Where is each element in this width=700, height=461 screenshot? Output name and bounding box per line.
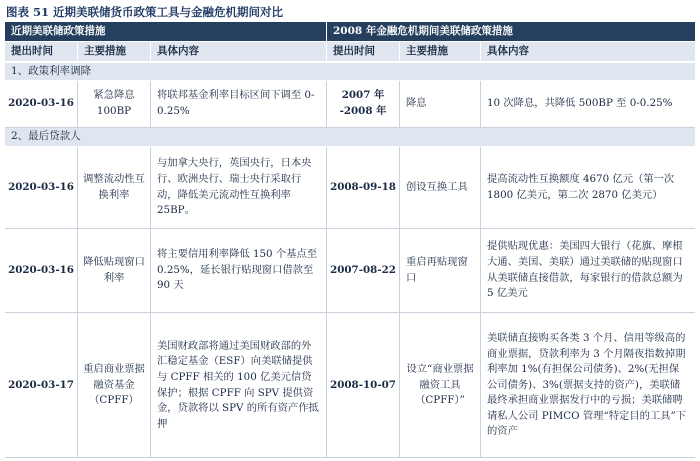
row1-crisis-date: 2007 年 -2008 年 bbox=[339, 89, 387, 117]
row3-crisis-content: 提供贴现优惠：美国四大银行（花旗、摩根大通、美国、美联）通过美联储的贴现窗口从美联储直接借款，每家银行的借款总额为 5 亿美元 bbox=[487, 240, 683, 300]
col-header-crisis-measure: 主要措施 bbox=[400, 42, 480, 61]
row3-recent-measure: 降低贴现窗口利率 bbox=[83, 255, 145, 284]
col-header-recent-measure: 主要措施 bbox=[78, 42, 150, 61]
row3-crisis-date: 2007-08-22 bbox=[330, 263, 396, 276]
section-header: 1、政策利率调降 bbox=[5, 63, 695, 80]
crisis-group-header: 2008 年金融危机期间美联储政策措施 bbox=[327, 22, 695, 41]
row3-recent-date: 2020-03-16 bbox=[8, 263, 74, 276]
row4-recent-content: 美国财政部将通过美国财政部的外汇稳定基金（ESF）向美联储提供与 CPFF 相关的 100 亿美元信贷保护；根据 CPFF 向 SPV 提供资金，贷款将以 SPV 的所有资产作抵押 bbox=[157, 339, 319, 430]
row2-recent-measure: 调整流动性互换利率 bbox=[83, 172, 145, 201]
row1-recent-content: 将联邦基金利率目标区间下调至 0-0.25% bbox=[157, 89, 315, 117]
col-divider bbox=[150, 81, 151, 127]
col-header-recent-content: 具体内容 bbox=[151, 42, 326, 61]
recent-group-header: 近期美联储政策措施 bbox=[5, 22, 326, 41]
row1-crisis-content: 10 次降息，共降低 500BP 至 0-0.25% bbox=[487, 97, 673, 110]
row4-recent-date: 2020-03-17 bbox=[8, 378, 74, 391]
row-divider bbox=[5, 127, 695, 128]
row-divider bbox=[5, 457, 695, 458]
row1-recent-date: 2020-03-16 bbox=[8, 97, 74, 110]
col-divider bbox=[399, 147, 400, 458]
row4-crisis-content: 美联储直接购买各类 3 个月、信用等级高的商业票据，贷款利率为 3 个月隔夜指数掉期利率加 1%(有担保公司债务)、2%(无担保公司债务)、3%(票据支持的资产)，美联储最终承担商业票据发行中的亏损；美联储聘请私人公司 PIMCO 管理“特定目的工具”下的资产 bbox=[487, 331, 687, 438]
col-divider bbox=[480, 147, 481, 458]
row2-crisis-measure: 创设互换工具 bbox=[406, 180, 468, 193]
row1-recent-measure: 紧急降息 100BP bbox=[93, 89, 135, 117]
col-header-recent-date: 提出时间 bbox=[5, 42, 77, 61]
col-divider bbox=[480, 81, 481, 127]
comparison-table bbox=[5, 22, 695, 458]
col-divider bbox=[326, 81, 327, 127]
col-header-crisis-content: 具体内容 bbox=[481, 42, 695, 61]
row2-crisis-date: 2008-09-18 bbox=[330, 180, 396, 193]
row4-recent-measure: 重启商业票据融资基金（CPFF） bbox=[83, 363, 145, 407]
row4-crisis-measure: 设立“商业票据融资工具（CPFF）” bbox=[406, 363, 474, 407]
row2-recent-date: 2020-03-16 bbox=[8, 180, 74, 193]
col-divider bbox=[326, 147, 327, 458]
row-divider bbox=[5, 312, 695, 313]
col-divider bbox=[77, 81, 78, 127]
figure-title: 图表 51 近期美联储货币政策工具与金融危机期间对比 bbox=[6, 5, 284, 19]
row3-crisis-measure: 重启再贴现窗口 bbox=[406, 255, 468, 284]
col-divider bbox=[399, 81, 400, 127]
row2-crisis-content: 提高流动性互换额度 4670 亿元（第一次 1800 亿美元，第二次 2870 亿美元） bbox=[487, 172, 675, 201]
section-header: 2、最后贷款人 bbox=[5, 128, 695, 146]
row3-recent-content: 将主要信用利率降低 150 个基点至 0.25%，延长银行贴现窗口借款至 90 天 bbox=[157, 248, 318, 292]
row4-crisis-date: 2008-10-07 bbox=[330, 378, 396, 391]
col-header-crisis-date: 提出时间 bbox=[327, 42, 399, 61]
col-divider bbox=[77, 147, 78, 458]
row1-crisis-measure: 降息 bbox=[406, 97, 427, 110]
col-divider bbox=[150, 147, 151, 458]
row2-recent-content: 与加拿大央行，英国央行，日本央行、欧洲央行、瑞士央行采取行动，降低美元流动性互换利率 25BP。 bbox=[157, 157, 312, 217]
row-divider bbox=[5, 228, 695, 229]
